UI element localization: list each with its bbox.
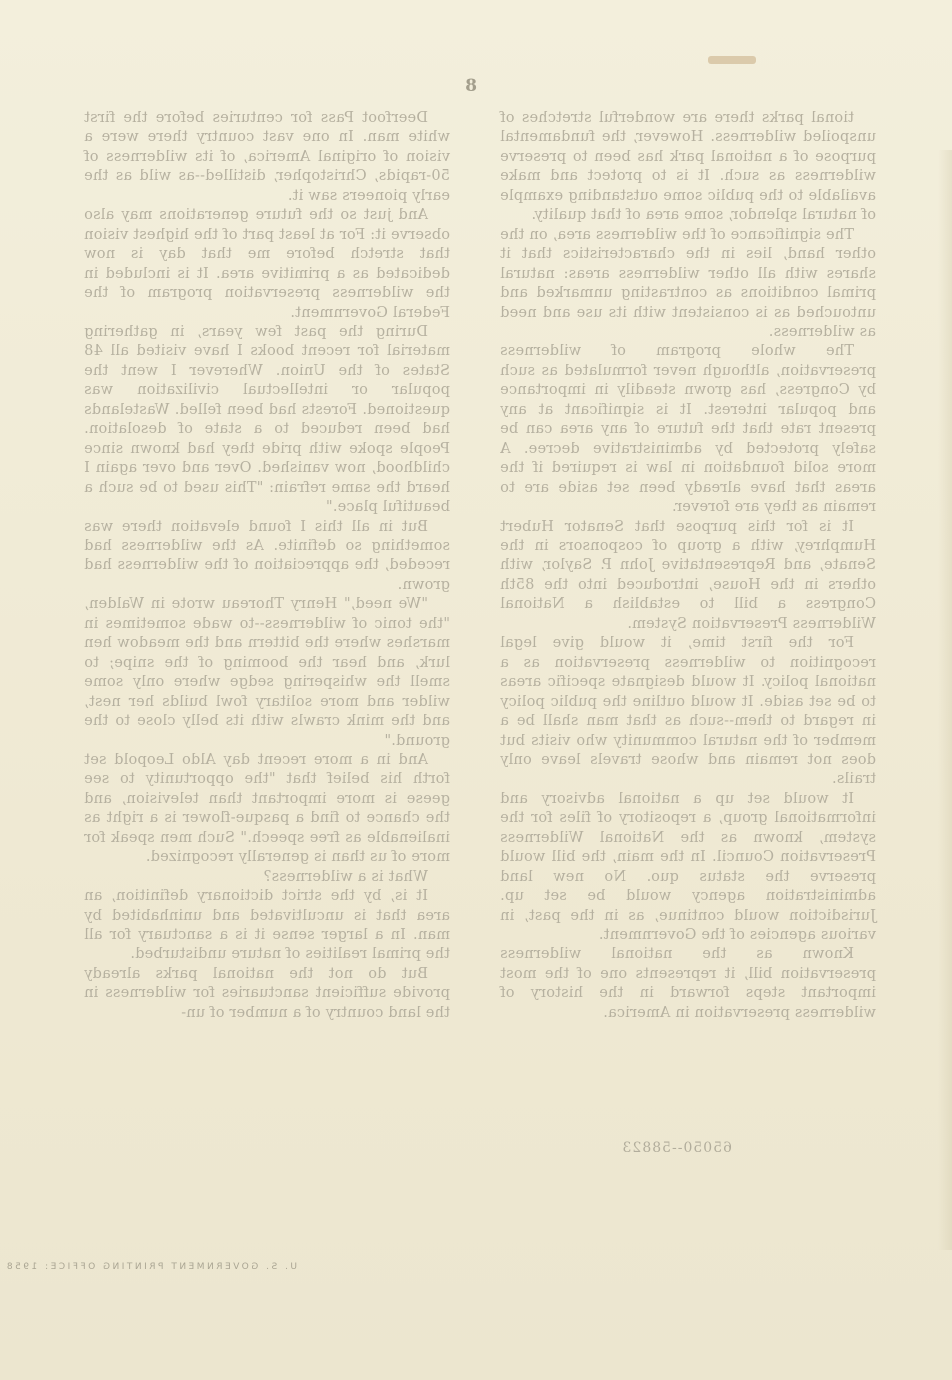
paragraph: tional parks there are wonderful stretches of unspoiled wilderness. However, the fundamental purpose of a national park has been to preserve wilderness as such. It is to protect and make available to the public some outstanding example of natural splendor, some area of that quality. [500,110,876,224]
text-column-left [500,109,876,1023]
text-column-right [84,109,450,1023]
paragraph: But do not the national parks already provide sufficient sanctuaries for wilderness in the land country of a number of un- [84,965,450,1021]
printer-imprint: U. S. GOVERNMENT PRINTING OFFICE: 1958 [4,1262,297,1272]
paragraph: It would set up a national advisory and informational group, a repository of files for the system, known as the National Wilderness Preservation Council. In the main, the bill would preserve the status quo. No new land administration agency would be set up. Jurisdiction would continue, as in the past, in various agencies of the Government. [500,790,876,944]
paragraph: It is, by the strict dictionary definition, an area that is uncultivated and uninhabited by man. In a larger sense it is a sanctuary for all the primal realities of nature undisturbed. [84,888,450,963]
paragraph: And in a more recent day Aldo Leopold set forth his belief that "the opportunity to see geese is more important than television, and the chance to find a pasque-flower is a right as inalienable as free speech." Such men speak for more of us than is generally recognized. [84,751,450,866]
paragraph: Known as the national wilderness preservation bill, it represents one of the most important steps forward in the history of wilderness preservation in America. [500,946,876,1021]
paragraph: It is for this purpose that Senator Hubert Humphrey, with a group of cosponsors in the Senate, and Representative John P. Saylor, with others in the House, introduced into the 85th Congress a bill to establish a National Wilderness Preservation System. [500,518,876,632]
page-number: 8 [465,76,477,96]
paragraph: And just so the future generations may also observe it: For at least part of the highest vision that stretch before me that day is now dedicated as a primitive area. It is included in the wilderness preservation program of the Federal Government. [84,207,450,321]
paragraph: During the past few years, in gathering material for recent books I have visited all 48 States of the Union. Wherever I went the popular or intellectual civilization was questioned. Forests had been felled. Wastelands had been reduced to a state of desolation. People spoke with pride they had known since childhood, now vanished. Over and over again I heard the same refrain: "This used to be such a beautiful place." [84,323,450,516]
document-code: 65050--58823 [621,1140,732,1156]
paragraph: What is a wilderness? [263,868,428,885]
paragraph: The significance of the wilderness area, on the other hand, lies in the characteristics that it shares with all other wilderness areas: natural primal conditions as contrasting unmarked and untouched as is consistent with its use and need as wilderness. [500,226,876,340]
paragraph: But in all this I found elevation there was something so definite. As the wilderness had receded, the appreciation of the wilderness had grown. [84,518,450,593]
paragraph: Deerfoot Pass for centuries before the first white man. In one vast country there were a vision of original America, of its wilderness of 50-rapids, Christopher, distilled--as wild as the early pioneers saw it. [84,110,450,204]
paragraph: The whole program of wilderness preservation, although never formulated as such by Congress, has grown steadily in importance and popular interest. It is significant at any present rate that the future of any area can be safely protected by administrative decree. A more solid foundation in law is required if the areas that have already been set aside are to remain as they are forever. [500,343,876,516]
paragraph: "We need," Henry Thoreau wrote in Walden, "the tonic of wilderness--to wade sometimes in marshes where the bittern and the meadow hen lurk, and hear the booming of the snipe; to smell the whispering sedge where only some wilder and more solitary fowl builds her nest, and the mink crawls with its belly close to the ground." [84,596,450,749]
paragraph: For the first time, it would give legal recognition to wilderness preservation as a national policy. It would designate specific areas to be set aside. It would outline the public policy in regard to them--such as that man shall be a member of the natural community who visits but does not remain and whose travels leave only trails. [500,635,876,788]
